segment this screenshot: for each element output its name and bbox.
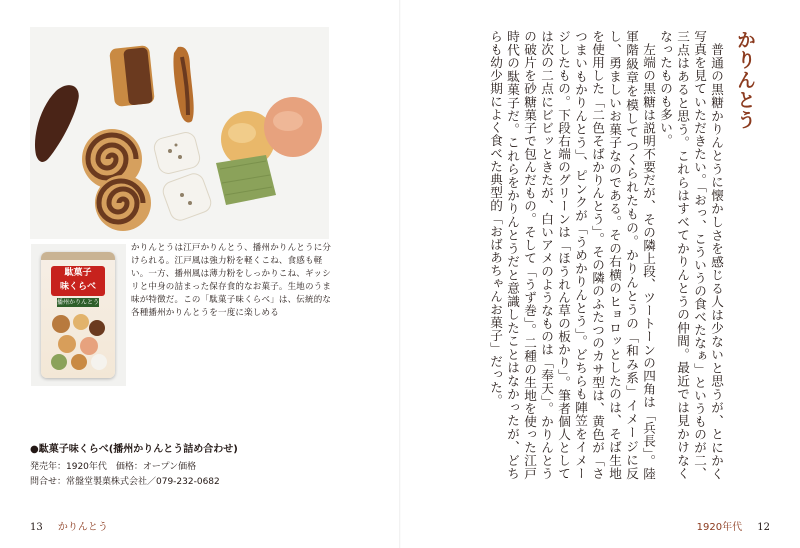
- photo-caption: かりんとうは江戸かりんとう、播州かりんとうに分けられる。江戸風は強力粉を軽くこね、食感も軽い。一方、播州風は薄力粉をしっかりこね、ギッシリと中身の詰まった保存食的なお菓子。生地のうま味が特徴だ。この「駄菓子味くらべ」は、伝統的な各種播州かりんとうを一度に楽しめる: [131, 243, 332, 318]
- right-folio: [697, 518, 770, 533]
- bag-brand-label: [51, 266, 105, 296]
- karinto-photo: [30, 27, 329, 239]
- page-number-left: 13: [30, 522, 43, 533]
- bag-sub-label: 播州かりんとう: [57, 299, 100, 306]
- article-body: [410, 30, 725, 480]
- product-bag-photo: [31, 244, 126, 386]
- body-paragraph-2: 左端の黒糖は説明不要だが、その隣上段、ツートーンの四角は「兵長」。陸軍階級章を模してつくられたもの。かりんとうの「和み系」イメージに反し、勇ましいお菓子なのである。その右横のヒョロッとしたのは、そば生地を使用した「二色そばかりんとう」。その隣のふたつのカサ型は、黄色が「さつまいもかりんとう」、ピンクが「うめかりんとう」。どちらも陣笠をイメージしたもの。下段右端のグリーンは「ほうれん草の板かり」。筆者個人としては次の二点にビビッときたが、白いアメのようなものは「奉天」。かりんとうの破片を砂糖菓子で包んだもの。そして「うず巻」。二種の生地を使った江戸時代の駄菓子だ。これらをかりんとうだと意識したことはなかったが、どちらも幼少期によく食べた典型的「おばあちゃんお菓子」だった。: [488, 30, 656, 480]
- right-page: [400, 0, 800, 548]
- page-number-right: 12: [757, 522, 770, 533]
- product-bag: [41, 252, 115, 378]
- bag-snacks: [47, 310, 109, 372]
- era-label: 1920年代: [696, 522, 743, 533]
- body-paragraph-1: 普通の黒糖かりんとうに懐かしさを感じる人は少ないと思うが、とにかく写真を見ていただきたい。「おっ、こういうの食べたなぁ」というものが二、三点はあると思う。これらはすべてかりんとうの仲間。最近では見かけなくなったものも多い。: [658, 30, 724, 480]
- bag-top: [41, 252, 115, 260]
- product-title: ●駄菓子味くらべ(播州かりんとう詰め合わせ): [30, 444, 238, 455]
- left-folio: [30, 518, 108, 533]
- snacks-illustration: [30, 27, 329, 239]
- bag-label-line-2: 味くらべ: [59, 282, 96, 292]
- product-release-price: 発売年：1920年代 価格：オープン価格: [30, 462, 197, 472]
- bag-label-line-1: 駄菓子: [64, 268, 92, 278]
- product-contact: 問合せ：常盤堂製菓株式会社／079-232-0682: [30, 477, 220, 487]
- article-heading: かりんとう: [734, 30, 756, 130]
- section-name-left: かりんとう: [57, 522, 108, 533]
